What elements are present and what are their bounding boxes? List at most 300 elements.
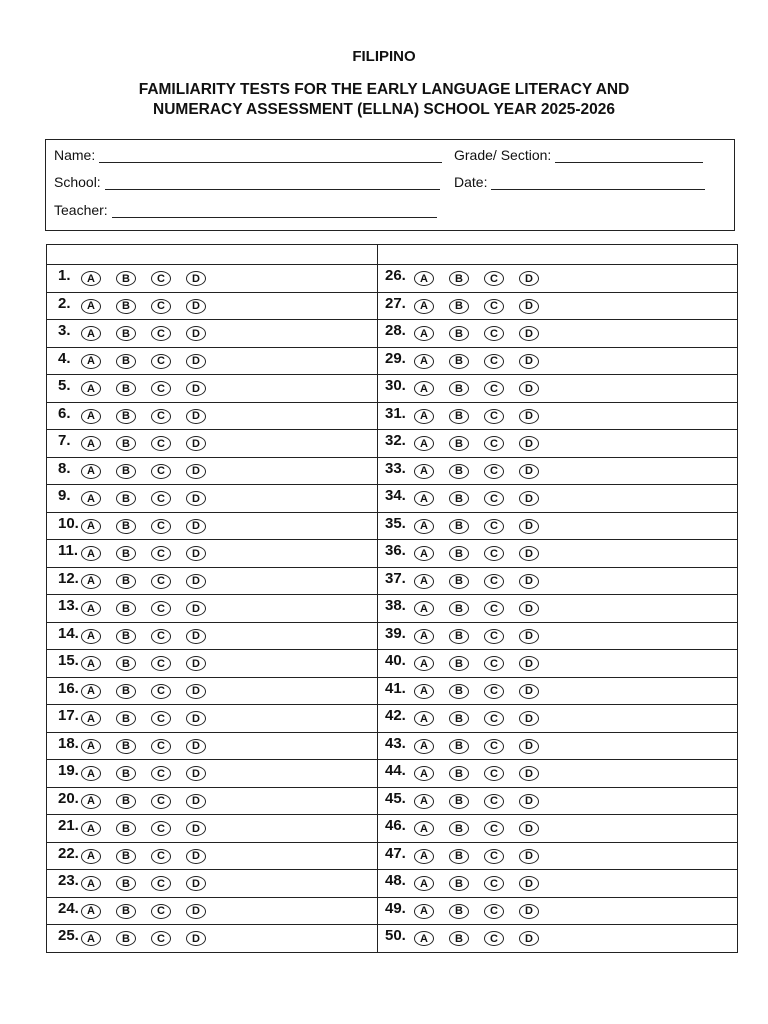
answer-bubble-b[interactable]: B [116, 739, 136, 754]
answer-bubble-a[interactable]: A [414, 381, 434, 396]
answer-bubble-c[interactable]: C [484, 849, 504, 864]
answer-bubble-b[interactable]: B [449, 876, 469, 891]
answer-bubble-d[interactable]: D [186, 546, 206, 561]
answer-bubble-a[interactable]: A [414, 354, 434, 369]
answer-bubbles [414, 849, 554, 864]
item-number: 17. [58, 707, 79, 724]
answer-bubble-b[interactable]: B [449, 794, 469, 809]
answer-bubble-c[interactable]: C [151, 629, 171, 644]
right-answer-cell [378, 512, 738, 540]
answer-bubble-b[interactable]: B [116, 354, 136, 369]
answer-bubble-a[interactable]: A [81, 739, 101, 754]
answer-bubble-d[interactable]: D [186, 299, 206, 314]
teacher-blank[interactable] [112, 203, 437, 218]
answer-bubble-c[interactable]: C [484, 574, 504, 589]
answer-bubble-d[interactable]: D [186, 711, 206, 726]
answer-bubble-c[interactable]: C [151, 381, 171, 396]
answer-bubble-c[interactable]: C [484, 326, 504, 341]
item-number: 31. [385, 404, 406, 422]
left-answer-cell [47, 540, 378, 568]
answer-bubble-d[interactable]: D [186, 464, 206, 479]
answer-bubble-a[interactable]: A [81, 766, 101, 781]
answer-bubble-a[interactable]: A [414, 766, 434, 781]
answer-bubble-d[interactable]: D [519, 546, 539, 561]
answer-bubble-c[interactable]: C [151, 354, 171, 369]
answer-bubble-b[interactable]: B [449, 326, 469, 341]
answer-bubble-d[interactable]: D [519, 381, 539, 396]
answer-bubble-d[interactable]: D [186, 794, 206, 809]
answer-bubble-b[interactable]: B [449, 656, 469, 671]
answer-bubble-a[interactable]: A [81, 271, 101, 286]
answer-bubble-b[interactable]: B [449, 464, 469, 479]
answer-bubble-a[interactable]: A [81, 381, 101, 396]
left-answer-cell [47, 925, 378, 953]
answer-bubble-a[interactable]: A [414, 601, 434, 616]
answer-bubble-a[interactable]: A [81, 904, 101, 919]
answer-bubbles [81, 656, 221, 671]
school-field[interactable] [54, 174, 440, 190]
item-number: 36. [385, 542, 406, 559]
answer-bubble-c[interactable]: C [484, 381, 504, 396]
answer-bubbles [414, 354, 554, 369]
answer-bubble-d[interactable]: D [186, 271, 206, 286]
answer-bubble-c[interactable]: C [151, 299, 171, 314]
answer-bubble-d[interactable]: D [519, 491, 539, 506]
answer-bubble-d[interactable]: D [186, 656, 206, 671]
answer-bubble-d[interactable]: D [519, 849, 539, 864]
left-answer-cell [47, 375, 378, 403]
answer-bubble-c[interactable]: C [484, 299, 504, 314]
answer-bubble-b[interactable]: B [449, 409, 469, 424]
answer-bubble-b[interactable]: B [449, 436, 469, 451]
table-header-row [47, 245, 738, 265]
answer-bubble-d[interactable]: D [186, 876, 206, 891]
right-answer-cell [378, 595, 738, 623]
answer-bubble-a[interactable]: A [414, 629, 434, 644]
answer-bubble-b[interactable]: B [449, 766, 469, 781]
answer-bubble-d[interactable]: D [186, 684, 206, 699]
table-row [47, 650, 738, 678]
answer-bubble-b[interactable]: B [449, 601, 469, 616]
answer-bubble-d[interactable]: D [519, 629, 539, 644]
left-answer-cell [47, 787, 378, 815]
item-number: 41. [385, 679, 406, 697]
table-row [47, 292, 738, 320]
answer-bubble-c[interactable]: C [151, 931, 171, 946]
answer-bubble-a[interactable]: A [414, 519, 434, 534]
right-answer-cell [378, 402, 738, 430]
grade-section-blank[interactable] [555, 148, 703, 163]
answer-bubbles [414, 326, 554, 341]
answer-bubble-d[interactable]: D [519, 601, 539, 616]
left-answer-cell [47, 815, 378, 843]
answer-bubble-a[interactable]: A [414, 299, 434, 314]
item-number: 44. [385, 762, 406, 779]
answer-bubble-a[interactable]: A [81, 794, 101, 809]
item-number: 4. [58, 349, 71, 367]
answer-bubble-d[interactable]: D [186, 601, 206, 616]
right-answer-cell [378, 815, 738, 843]
answer-bubble-d[interactable]: D [519, 464, 539, 479]
answer-bubble-a[interactable]: A [81, 629, 101, 644]
answer-bubble-d[interactable]: D [186, 629, 206, 644]
right-answer-cell [378, 567, 738, 595]
answer-bubble-a[interactable]: A [414, 794, 434, 809]
item-number: 32. [385, 432, 406, 449]
answer-bubble-d[interactable]: D [519, 739, 539, 754]
table-row [47, 815, 738, 843]
item-number: 40. [385, 652, 406, 669]
answer-bubble-d[interactable]: D [519, 326, 539, 341]
answer-bubble-d[interactable]: D [186, 436, 206, 451]
answer-bubble-a[interactable]: A [81, 491, 101, 506]
item-number: 37. [385, 569, 406, 587]
answer-bubble-a[interactable]: A [414, 464, 434, 479]
right-answer-cell [378, 540, 738, 568]
answer-bubble-b[interactable]: B [116, 271, 136, 286]
answer-bubble-d[interactable]: D [519, 436, 539, 451]
answer-bubble-b[interactable]: B [449, 684, 469, 699]
answer-bubble-c[interactable]: C [484, 436, 504, 451]
answer-bubble-c[interactable]: C [151, 326, 171, 341]
answer-bubble-b[interactable]: B [449, 354, 469, 369]
table-row [47, 842, 738, 870]
answer-bubble-b[interactable]: B [116, 656, 136, 671]
answer-bubble-d[interactable]: D [186, 519, 206, 534]
answer-bubble-a[interactable]: A [414, 931, 434, 946]
answer-bubble-c[interactable]: C [484, 519, 504, 534]
answer-bubbles [414, 409, 554, 424]
table-row [47, 622, 738, 650]
answer-bubble-b[interactable]: B [449, 821, 469, 836]
answer-bubble-c[interactable]: C [484, 656, 504, 671]
answer-bubble-d[interactable]: D [519, 271, 539, 286]
answer-bubble-a[interactable]: A [81, 601, 101, 616]
answer-bubble-c[interactable]: C [151, 766, 171, 781]
answer-bubbles [81, 821, 221, 836]
right-answer-cell [378, 705, 738, 733]
answer-bubbles [414, 299, 554, 314]
answer-bubble-a[interactable]: A [81, 876, 101, 891]
table-row [47, 595, 738, 623]
answer-bubble-b[interactable]: B [449, 271, 469, 286]
answer-bubble-c[interactable]: C [484, 931, 504, 946]
teacher-field[interactable] [54, 202, 437, 218]
answer-bubble-d[interactable]: D [186, 904, 206, 919]
item-number: 10. [58, 514, 79, 532]
answer-bubble-a[interactable]: A [414, 821, 434, 836]
answer-bubble-c[interactable]: C [151, 876, 171, 891]
right-answer-cell [378, 897, 738, 925]
name-field[interactable] [54, 147, 442, 163]
answer-bubbles [414, 436, 554, 451]
answer-bubble-c[interactable]: C [151, 711, 171, 726]
answer-bubble-d[interactable]: D [186, 354, 206, 369]
answer-bubble-d[interactable]: D [519, 656, 539, 671]
answer-bubble-c[interactable]: C [484, 629, 504, 644]
answer-bubble-d[interactable]: D [519, 794, 539, 809]
answer-bubble-a[interactable]: A [414, 409, 434, 424]
answer-bubble-b[interactable]: B [116, 299, 136, 314]
answer-bubble-c[interactable]: C [151, 601, 171, 616]
answer-bubbles [414, 491, 554, 506]
answer-bubble-b[interactable]: B [449, 546, 469, 561]
item-number: 22. [58, 844, 79, 862]
answer-bubble-b[interactable]: B [449, 574, 469, 589]
answer-bubble-d[interactable]: D [186, 574, 206, 589]
answer-bubble-a[interactable]: A [414, 684, 434, 699]
table-row [47, 457, 738, 485]
answer-bubble-b[interactable]: B [116, 904, 136, 919]
answer-bubbles [81, 354, 221, 369]
answer-bubble-a[interactable]: A [81, 546, 101, 561]
answer-bubble-a[interactable]: A [414, 491, 434, 506]
answer-bubble-b[interactable]: B [116, 574, 136, 589]
answer-bubble-c[interactable]: C [484, 684, 504, 699]
answer-bubble-a[interactable]: A [414, 711, 434, 726]
answer-bubble-b[interactable]: B [116, 601, 136, 616]
answer-bubble-b[interactable]: B [116, 684, 136, 699]
table-row [47, 897, 738, 925]
answer-bubble-d[interactable]: D [186, 491, 206, 506]
answer-bubble-b[interactable]: B [116, 711, 136, 726]
answer-bubbles [81, 601, 221, 616]
answer-bubble-c[interactable]: C [484, 601, 504, 616]
answer-bubbles [414, 904, 554, 919]
answer-bubble-c[interactable]: C [484, 491, 504, 506]
table-row [47, 320, 738, 348]
answer-bubbles [81, 904, 221, 919]
answer-sheet-table [46, 244, 738, 953]
item-number: 50. [385, 927, 406, 944]
answer-bubble-d[interactable]: D [186, 849, 206, 864]
answer-bubble-a[interactable]: A [414, 574, 434, 589]
answer-bubble-a[interactable]: A [81, 684, 101, 699]
grade-section-field[interactable] [454, 147, 703, 163]
answer-bubbles [414, 629, 554, 644]
answer-bubble-b[interactable]: B [116, 766, 136, 781]
answer-bubble-b[interactable]: B [449, 739, 469, 754]
answer-bubble-c[interactable]: C [484, 739, 504, 754]
answer-bubble-b[interactable]: B [116, 436, 136, 451]
answer-bubble-c[interactable]: C [151, 574, 171, 589]
item-number: 8. [58, 459, 71, 477]
title-line-2: NUMERACY ASSESSMENT (ELLNA) SCHOOL YEAR 2025-2026 [153, 101, 615, 118]
item-number: 2. [58, 294, 71, 312]
answer-bubble-b[interactable]: B [449, 381, 469, 396]
answer-bubbles [414, 656, 554, 671]
answer-bubble-c[interactable]: C [151, 739, 171, 754]
answer-bubbles [414, 601, 554, 616]
answer-bubble-a[interactable]: A [81, 299, 101, 314]
answer-bubble-a[interactable]: A [81, 656, 101, 671]
left-answer-cell [47, 842, 378, 870]
answer-bubble-d[interactable]: D [186, 821, 206, 836]
answer-bubbles [414, 546, 554, 561]
answer-bubble-d[interactable]: D [519, 354, 539, 369]
answer-bubbles [414, 519, 554, 534]
answer-bubble-c[interactable]: C [151, 491, 171, 506]
answer-bubble-d[interactable]: D [186, 766, 206, 781]
answer-bubble-c[interactable]: C [151, 904, 171, 919]
subject-heading: FILIPINO [352, 48, 416, 65]
answer-bubble-c[interactable]: C [484, 409, 504, 424]
answer-bubble-a[interactable]: A [414, 436, 434, 451]
answer-bubble-a[interactable]: A [414, 739, 434, 754]
item-number: 5. [58, 377, 71, 394]
answer-bubble-a[interactable]: A [414, 849, 434, 864]
answer-bubble-c[interactable]: C [151, 436, 171, 451]
table-row [47, 732, 738, 760]
answer-bubble-d[interactable]: D [186, 739, 206, 754]
right-answer-cell [378, 292, 738, 320]
answer-bubble-d[interactable]: D [519, 409, 539, 424]
answer-bubble-c[interactable]: C [151, 794, 171, 809]
answer-bubble-c[interactable]: C [151, 519, 171, 534]
answer-bubble-a[interactable]: A [414, 876, 434, 891]
answer-bubble-c[interactable]: C [151, 821, 171, 836]
answer-bubbles [81, 684, 221, 699]
answer-bubbles [81, 381, 221, 396]
answer-bubble-d[interactable]: D [186, 409, 206, 424]
answer-bubble-b[interactable]: B [449, 491, 469, 506]
answer-bubble-b[interactable]: B [116, 821, 136, 836]
answer-bubble-a[interactable]: A [414, 904, 434, 919]
table-row [47, 265, 738, 293]
item-number: 43. [385, 734, 406, 752]
answer-bubble-b[interactable]: B [116, 849, 136, 864]
table-row [47, 870, 738, 898]
answer-bubble-b[interactable]: B [116, 491, 136, 506]
answer-bubble-a[interactable]: A [81, 711, 101, 726]
answer-bubble-a[interactable]: A [81, 574, 101, 589]
answer-bubble-b[interactable]: B [116, 629, 136, 644]
answer-bubble-b[interactable]: B [449, 849, 469, 864]
answer-bubble-a[interactable]: A [81, 409, 101, 424]
answer-bubble-c[interactable]: C [151, 546, 171, 561]
right-answer-cell [378, 870, 738, 898]
answer-bubble-b[interactable]: B [449, 629, 469, 644]
answer-bubble-c[interactable]: C [484, 766, 504, 781]
answer-bubble-c[interactable]: C [484, 876, 504, 891]
left-answer-cell [47, 265, 378, 293]
answer-bubbles [81, 271, 221, 286]
answer-bubbles [81, 299, 221, 314]
answer-bubble-c[interactable]: C [151, 684, 171, 699]
item-number: 29. [385, 349, 406, 367]
item-number: 12. [58, 569, 79, 587]
answer-bubble-a[interactable]: A [81, 436, 101, 451]
answer-bubble-a[interactable]: A [414, 271, 434, 286]
left-answer-cell [47, 897, 378, 925]
answer-bubble-d[interactable]: D [519, 766, 539, 781]
answer-bubble-c[interactable]: C [151, 656, 171, 671]
answer-bubble-d[interactable]: D [186, 381, 206, 396]
answer-bubble-d[interactable]: D [519, 684, 539, 699]
answer-bubble-c[interactable]: C [484, 794, 504, 809]
answer-bubble-b[interactable]: B [116, 794, 136, 809]
answer-bubble-a[interactable]: A [81, 931, 101, 946]
answer-bubble-c[interactable]: C [484, 271, 504, 286]
left-answer-cell [47, 677, 378, 705]
table-row [47, 567, 738, 595]
answer-bubble-d[interactable]: D [519, 904, 539, 919]
table-row [47, 705, 738, 733]
date-field[interactable] [454, 174, 705, 190]
answer-bubble-c[interactable]: C [151, 849, 171, 864]
answer-bubble-b[interactable]: B [449, 299, 469, 314]
answer-bubble-a[interactable]: A [81, 849, 101, 864]
answer-bubble-a[interactable]: A [81, 519, 101, 534]
answer-bubble-b[interactable]: B [449, 931, 469, 946]
answer-bubble-b[interactable]: B [116, 546, 136, 561]
answer-bubble-a[interactable]: A [81, 326, 101, 341]
answer-bubble-a[interactable]: A [414, 326, 434, 341]
answer-bubble-b[interactable]: B [116, 409, 136, 424]
answer-bubble-d[interactable]: D [519, 711, 539, 726]
answer-bubble-d[interactable]: D [186, 931, 206, 946]
answer-bubble-d[interactable]: D [519, 931, 539, 946]
answer-bubble-c[interactable]: C [151, 271, 171, 286]
answer-bubbles [81, 326, 221, 341]
name-blank[interactable] [99, 148, 442, 163]
answer-bubble-b[interactable]: B [449, 711, 469, 726]
answer-bubble-a[interactable]: A [81, 354, 101, 369]
answer-bubble-b[interactable]: B [116, 876, 136, 891]
answer-bubble-b[interactable]: B [116, 464, 136, 479]
answer-bubble-d[interactable]: D [519, 519, 539, 534]
answer-bubbles [414, 931, 554, 946]
answer-bubble-c[interactable]: C [484, 711, 504, 726]
answer-bubbles [81, 766, 221, 781]
answer-bubble-c[interactable]: C [484, 821, 504, 836]
school-label: School: [54, 174, 101, 190]
answer-bubble-c[interactable]: C [151, 464, 171, 479]
answer-bubble-c[interactable]: C [484, 354, 504, 369]
item-number: 49. [385, 899, 406, 917]
item-number: 3. [58, 322, 71, 339]
answer-bubble-d[interactable]: D [519, 876, 539, 891]
answer-bubble-a[interactable]: A [81, 464, 101, 479]
answer-bubble-c[interactable]: C [484, 546, 504, 561]
answer-bubble-a[interactable]: A [414, 546, 434, 561]
answer-bubble-c[interactable]: C [484, 904, 504, 919]
right-answer-cell [378, 375, 738, 403]
answer-bubble-b[interactable]: B [116, 381, 136, 396]
item-number: 23. [58, 872, 79, 889]
answer-bubble-d[interactable]: D [519, 821, 539, 836]
answer-bubble-d[interactable]: D [186, 326, 206, 341]
answer-bubble-d[interactable]: D [519, 299, 539, 314]
answer-bubbles [414, 464, 554, 479]
answer-bubbles [414, 821, 554, 836]
date-blank[interactable] [491, 175, 705, 190]
answer-bubble-b[interactable]: B [449, 904, 469, 919]
answer-bubble-b[interactable]: B [116, 326, 136, 341]
answer-bubble-b[interactable]: B [116, 519, 136, 534]
school-blank[interactable] [105, 175, 440, 190]
answer-bubble-b[interactable]: B [116, 931, 136, 946]
item-number: 27. [385, 294, 406, 312]
answer-bubble-a[interactable]: A [81, 821, 101, 836]
right-answer-cell [378, 265, 738, 293]
answer-bubble-c[interactable]: C [484, 464, 504, 479]
answer-bubble-b[interactable]: B [449, 519, 469, 534]
answer-bubble-c[interactable]: C [151, 409, 171, 424]
item-number: 33. [385, 459, 406, 477]
answer-bubble-a[interactable]: A [414, 656, 434, 671]
answer-bubble-d[interactable]: D [519, 574, 539, 589]
